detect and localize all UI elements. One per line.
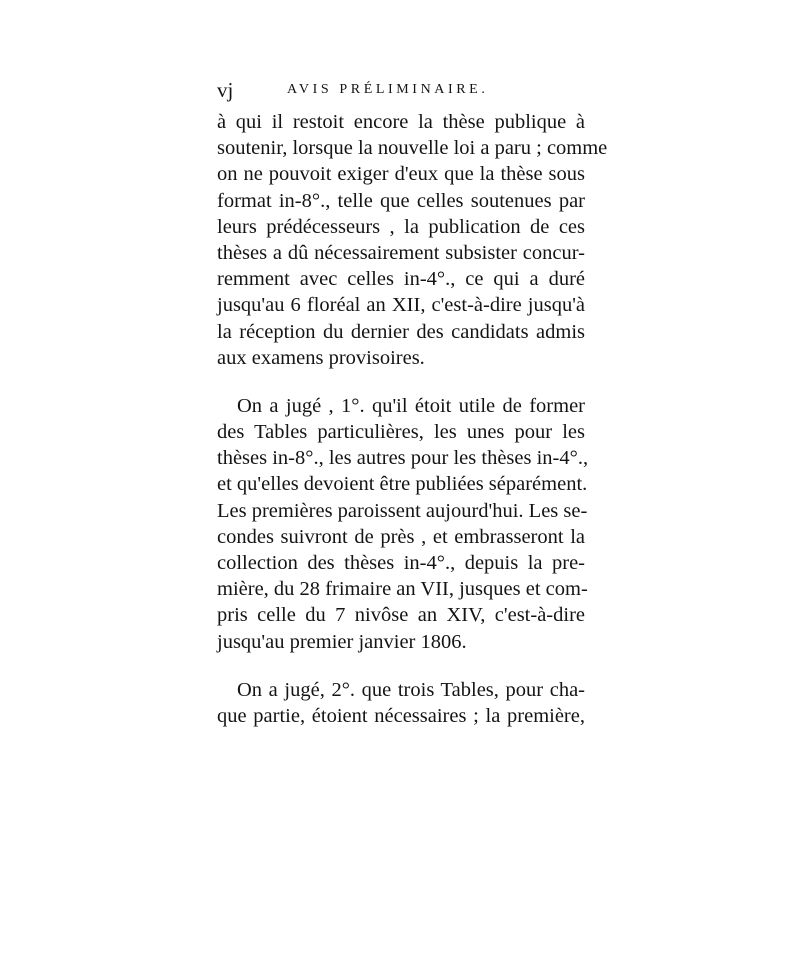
text-line: condes suivront de près , et embrasseront la xyxy=(217,525,585,548)
text-line: mière, du 28 frimaire an VII, jusques et com- xyxy=(217,578,588,601)
text-line: à qui il restoit encore la thèse publique à xyxy=(217,111,585,133)
text-line: remment avec celles in-4°., ce qui a duré xyxy=(217,268,585,291)
paragraph-3 xyxy=(217,677,585,729)
text-line: thèses a dû nécessairement subsister concur- xyxy=(217,241,585,264)
text-line: On a jugé , 1°. qu'il étoit utile de former xyxy=(237,394,585,417)
page-header xyxy=(217,76,585,106)
text-line: jusqu'au premier janvier 1806. xyxy=(217,630,467,653)
text-line: collection des thèses in-4°., depuis la pre- xyxy=(217,552,585,574)
text-line: On a jugé, 2°. que trois Tables, pour cha- xyxy=(237,678,585,701)
text-line: la réception du dernier des candidats admis xyxy=(217,320,585,343)
paragraph-2 xyxy=(217,393,589,655)
text-line: que partie, étoient nécessaires ; la première, xyxy=(217,704,585,727)
text-line: leurs prédécesseurs , la publication de ces xyxy=(217,215,585,238)
text-line: des Tables particulières, les unes pour les xyxy=(217,421,585,444)
text-line: Les premières paroissent aujourd'hui. Les se- xyxy=(217,499,588,522)
page-number: vj xyxy=(217,78,234,102)
book-page xyxy=(217,76,608,729)
text-line: jusqu'au 6 floréal an XII, c'est-à-dire jusqu'à xyxy=(217,294,585,317)
running-head: AVIS PRÉLIMINAIRE. xyxy=(287,82,489,97)
text-line: pris celle du 7 nivôse an XIV, c'est-à-dire xyxy=(217,604,585,627)
text-line: soutenir, lorsque la nouvelle loi a paru ; comme xyxy=(217,137,608,160)
text-line: format in-8°., telle que celles soutenues par xyxy=(217,189,585,212)
text-line: thèses in-8°., les autres pour les thèses in-4°., xyxy=(217,447,589,470)
text-line: aux examens provisoires. xyxy=(217,346,425,369)
text-line: on ne pouvoit exiger d'eux que la thèse sous xyxy=(217,163,585,186)
text-line: et qu'elles devoient être publiées séparément. xyxy=(217,473,588,496)
paragraph-1 xyxy=(217,109,608,371)
